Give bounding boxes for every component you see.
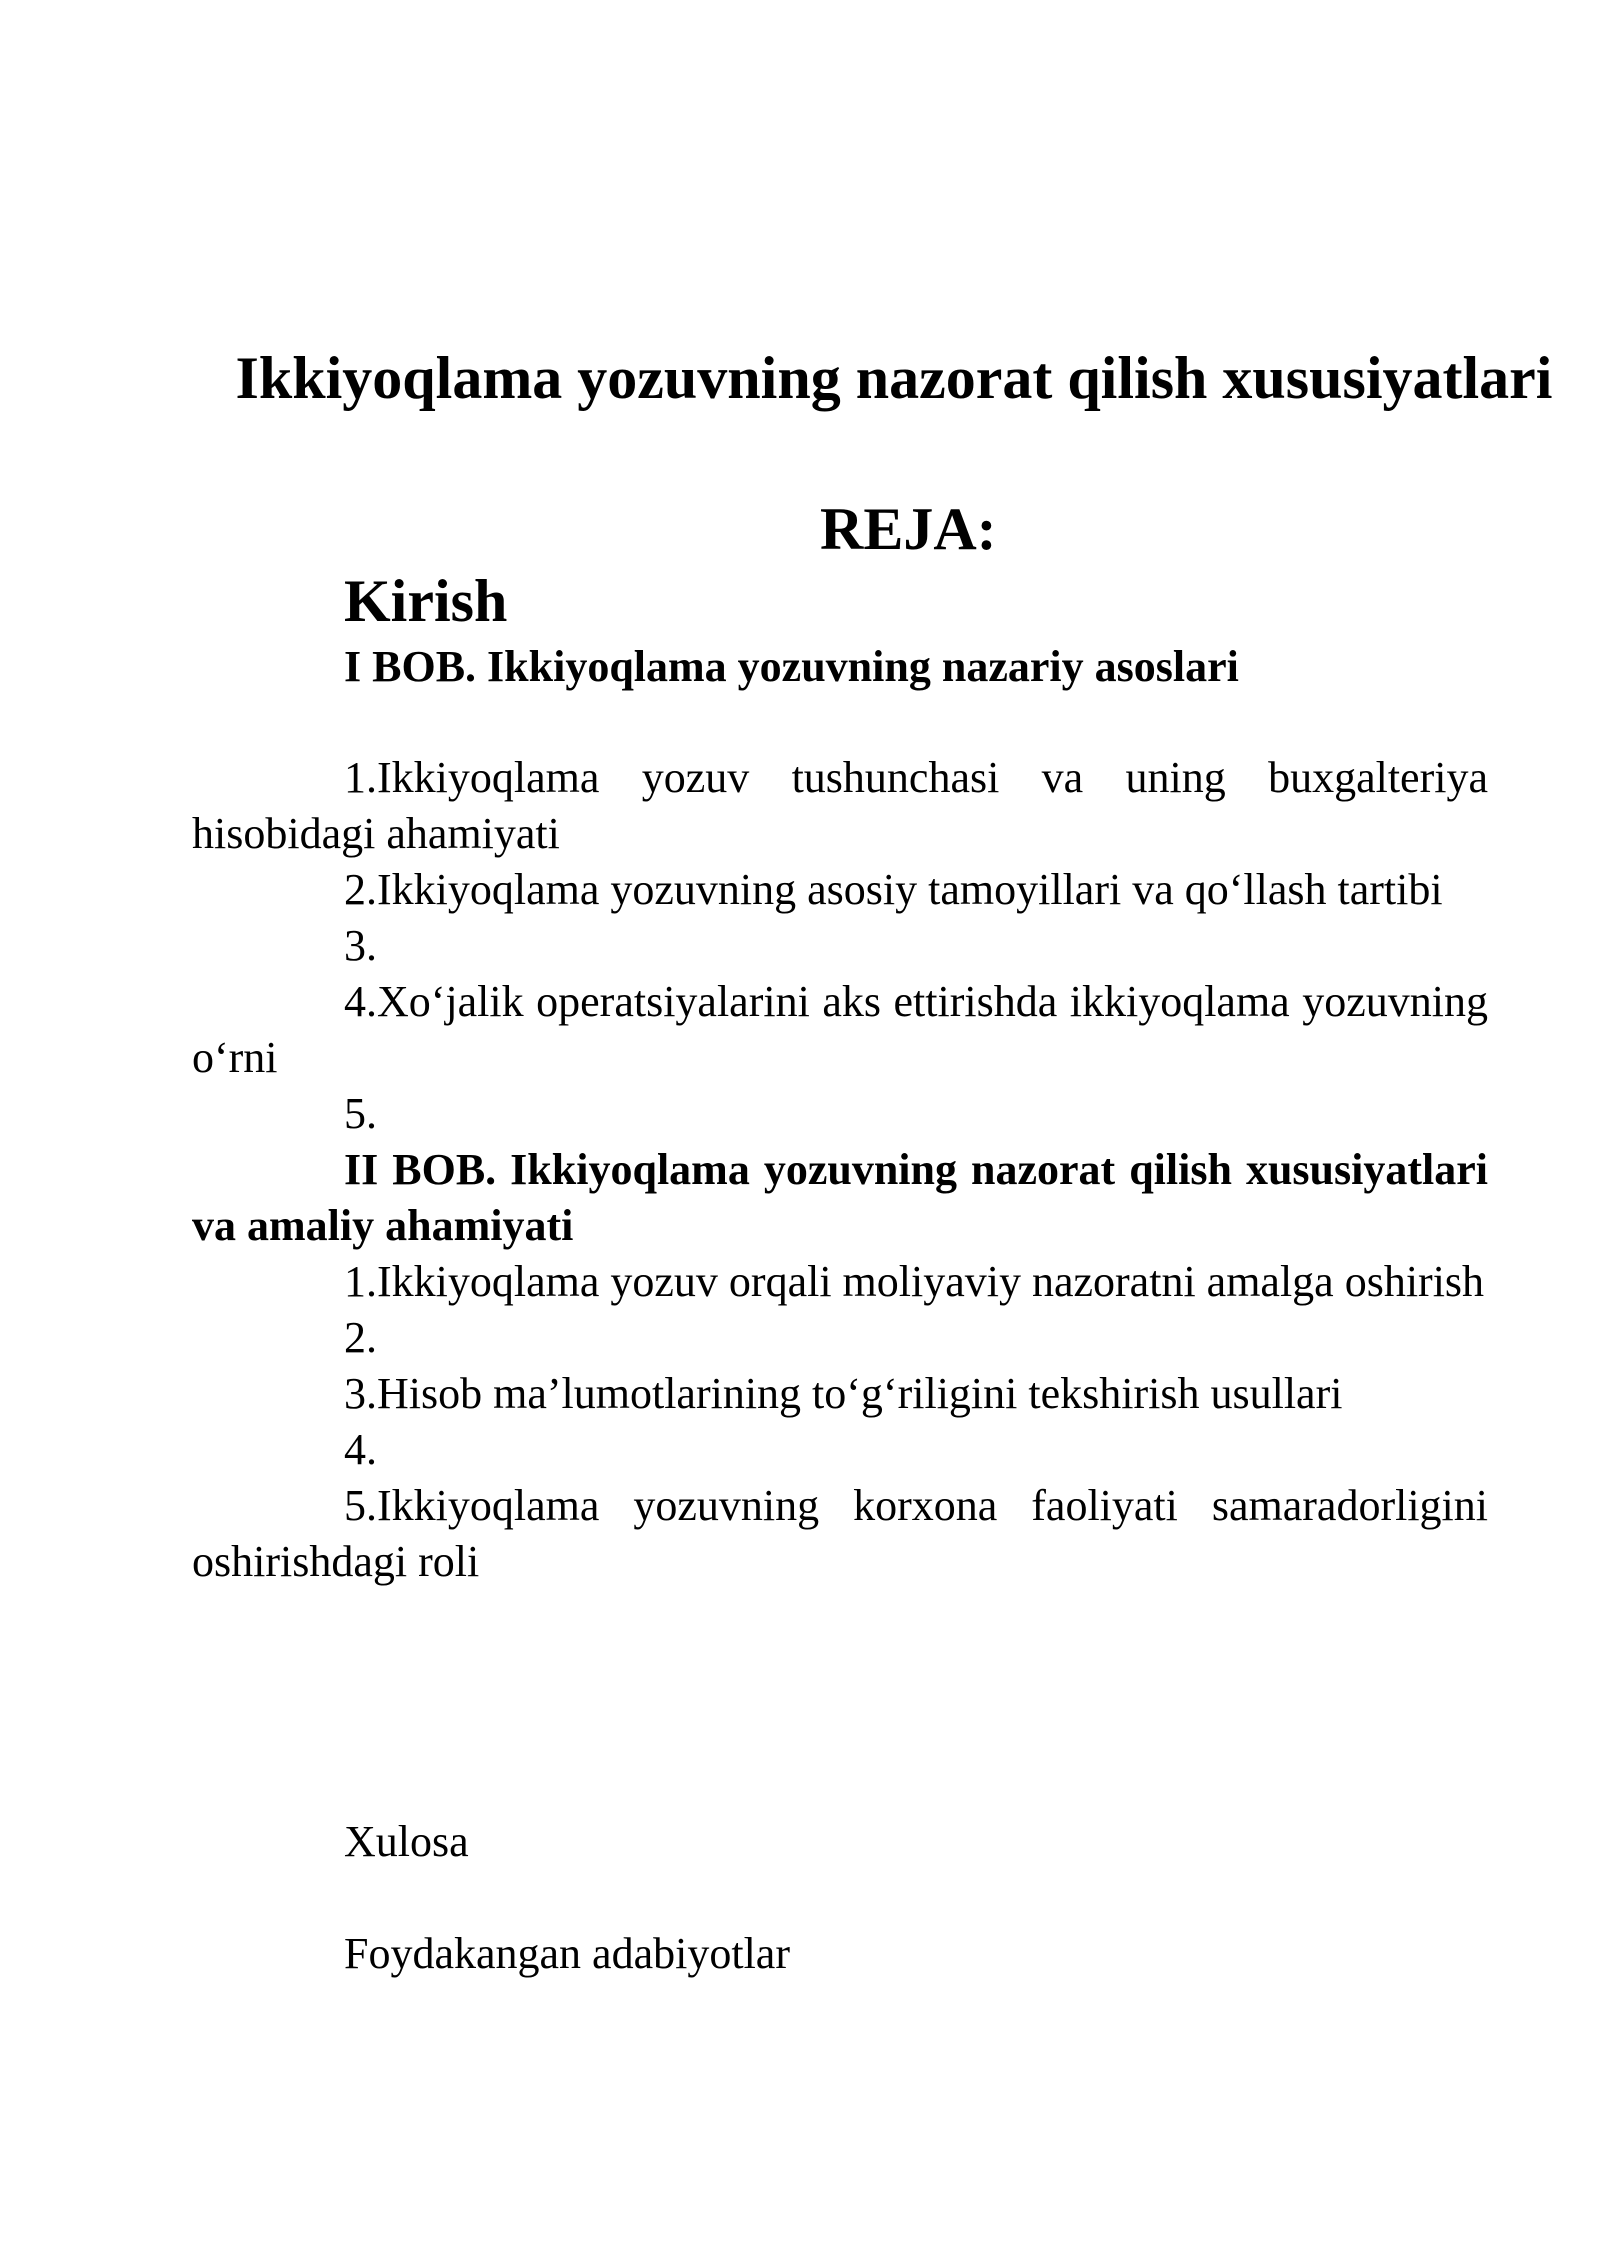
chapter1-item-4: 4.Xo‘jalik operatsiyalarini aks ettirishda ikkiyoqlama yozuvning o‘rni [192, 977, 1488, 1082]
chapter2-heading: II BOB. Ikkiyoqlama yozuvning nazorat qilish xususiyatlari va amaliy ahamiyati [192, 1145, 1488, 1250]
chapter2-item-2: 2. [344, 1313, 377, 1362]
plan-heading: REJA: [820, 496, 997, 562]
chapter1-heading: I BOB. Ikkiyoqlama yozuvning nazariy asoslari [344, 642, 1239, 691]
chapter2-item-4: 4. [344, 1425, 377, 1474]
plan-content [192, 750, 1488, 1590]
conclusion-line: Xulosa [344, 1817, 469, 1866]
document-title-text: Ikkiyoqlama yozuvning nazorat qilish xususiyatlari [235, 345, 1553, 411]
references-line: Foydakangan adabiyotlar [344, 1929, 790, 1978]
intro-heading: Kirish [344, 568, 508, 634]
document-title [190, 340, 1598, 416]
chapter2-item-1: 1.Ikkiyoqlama yozuv orqali moliyaviy nazoratni amalga oshirish [344, 1257, 1485, 1306]
chapter2-item-5: 5.Ikkiyoqlama yozuvning korxona faoliyati samaradorligini oshirishdagi roli [192, 1481, 1488, 1586]
chapter2-item-3: 3.Hisob ma’lumotlarining to‘g‘riligini tekshirish usullari [344, 1369, 1343, 1418]
chapter1-item-5: 5. [344, 1089, 377, 1138]
chapter1-item-2: 2.Ikkiyoqlama yozuvning asosiy tamoyillari va qo‘llash tartibi [344, 865, 1443, 914]
chapter1-item-1: 1.Ikkiyoqlama yozuv tushunchasi va uning buxgalteriya hisobidagi ahamiyati [192, 753, 1488, 858]
chapter1-item-3: 3. [344, 921, 377, 970]
